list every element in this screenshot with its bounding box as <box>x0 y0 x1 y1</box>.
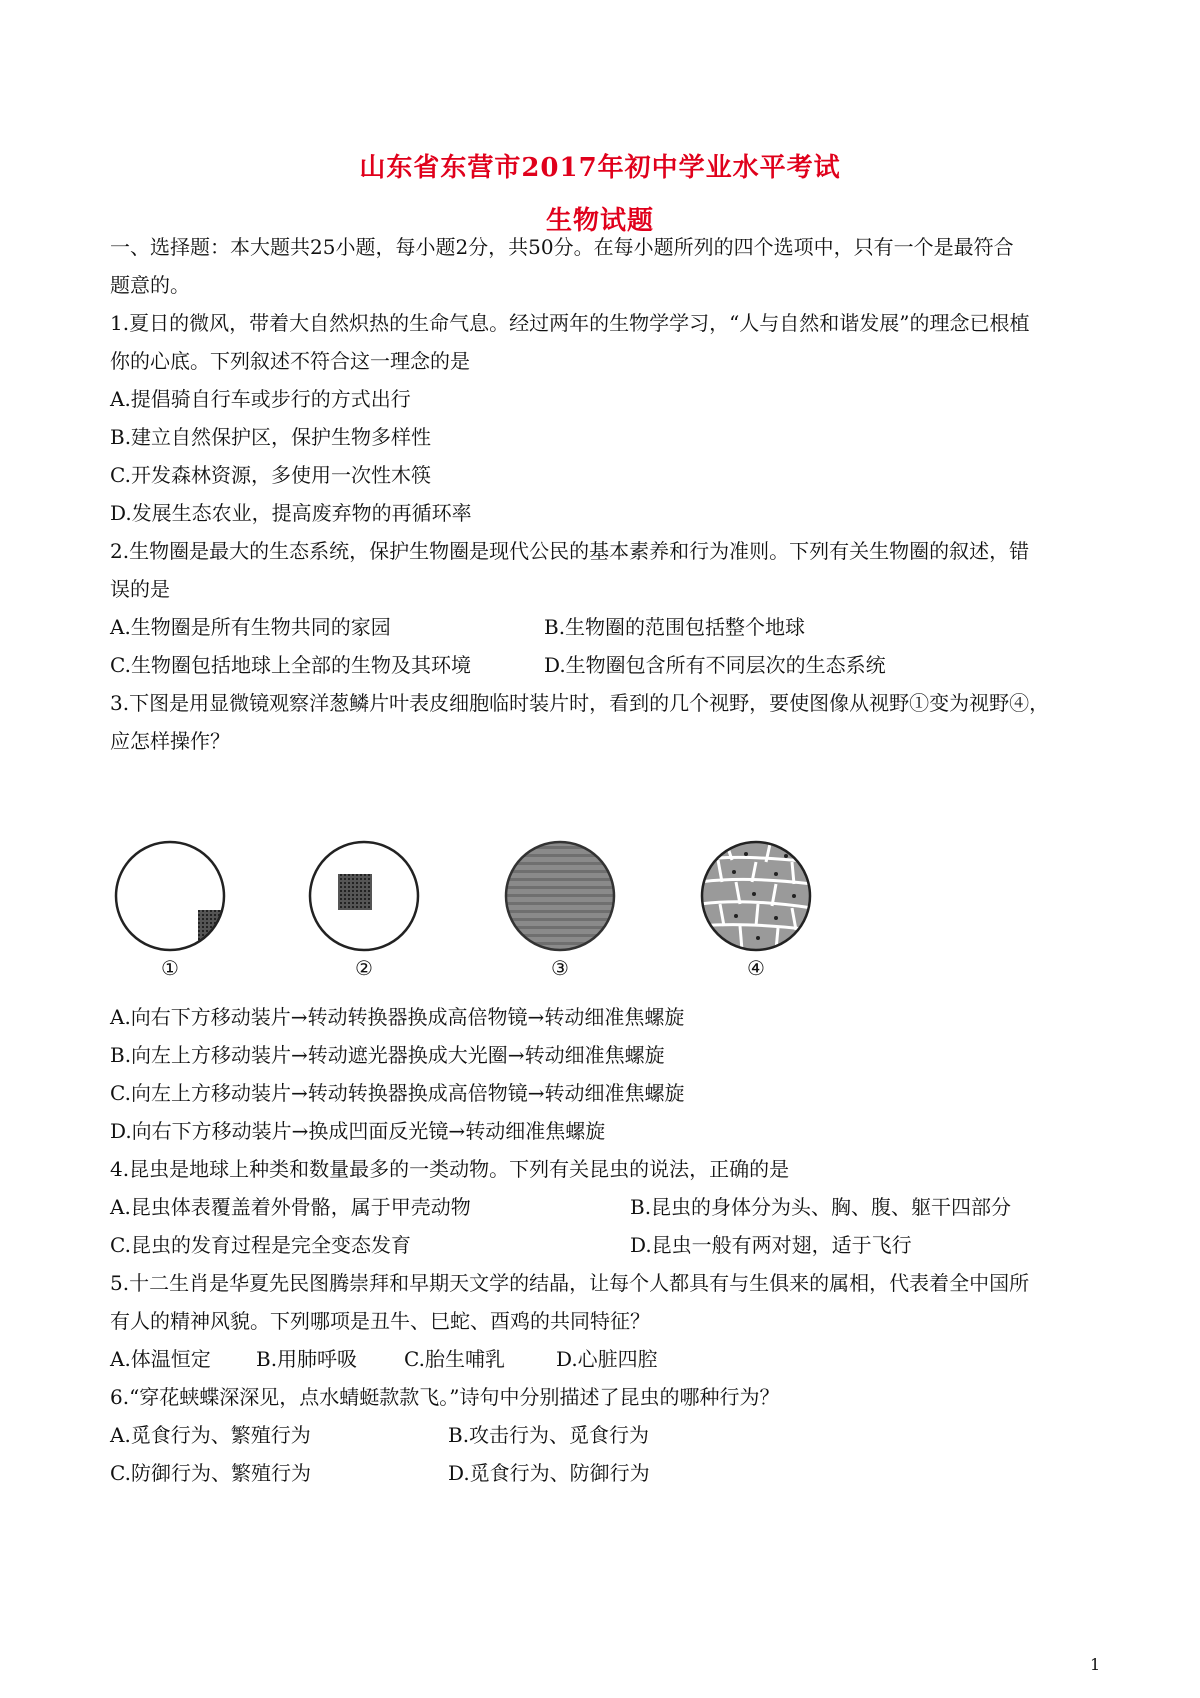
field-4-image <box>696 838 816 958</box>
q5-option-a: A.体温恒定 <box>110 1347 211 1371</box>
q6-option-c: C.防御行为、繁殖行为 <box>110 1461 311 1485</box>
q1-option-b: B.建立自然保护区，保护生物多样性 <box>110 425 432 449</box>
q2-option-c: C.生物圈包括地球上全部的生物及其环境 <box>110 653 471 677</box>
q5-option-c: C.胎生哺乳 <box>404 1347 505 1371</box>
q1-option-c: C.开发森林资源，多使用一次性木筷 <box>110 463 431 487</box>
q3-option-b: B.向左上方移动装片→转动遮光器换成大光圈→转动细准焦螺旋 <box>110 1043 665 1067</box>
q4-option-a: A.昆虫体表覆盖着外骨骼，属于甲壳动物 <box>110 1195 471 1219</box>
q4-option-b: B.昆虫的身体分为头、胸、腹、躯干四部分 <box>630 1195 1012 1219</box>
field-2-image <box>304 838 424 958</box>
field-3-image <box>500 838 620 958</box>
q2-option-d: D.生物圈包含所有不同层次的生态系统 <box>544 653 886 677</box>
page-number: 1 <box>1090 1655 1101 1674</box>
field-1-image <box>110 838 230 958</box>
q4-option-d: D.昆虫一般有两对翅，适于飞行 <box>630 1233 912 1257</box>
field-4-label: ④ <box>747 956 765 980</box>
q5-option-d: D.心脏四腔 <box>556 1347 658 1371</box>
q3-stem: 3.下图是用显微镜观察洋葱鳞片叶表皮细胞临时装片时，看到的几个视野，要使图像从视野①变为视野④， <box>110 691 1050 715</box>
q1-stem-cont: 你的心底。下列叙述不符合这一理念的是 <box>110 349 470 373</box>
field-2-label: ② <box>355 956 373 980</box>
q5-stem: 5.十二生肖是华夏先民图腾崇拜和早期天文学的结晶，让每个人都具有与生俱来的属相，代表着全中国所 <box>110 1271 1030 1295</box>
q6-option-b: B.攻击行为、觅食行为 <box>448 1423 650 1447</box>
q2-stem: 2.生物圈是最大的生态系统，保护生物圈是现代公民的基本素养和行为准则。下列有关生物圈的叙述，错 <box>110 539 1030 563</box>
microscope-field-4 <box>696 838 816 988</box>
q1-option-d: D.发展生态农业，提高废弃物的再循环率 <box>110 501 472 525</box>
q3-option-c: C.向左上方移动装片→转动转换器换成高倍物镜→转动细准焦螺旋 <box>110 1081 685 1105</box>
microscope-field-1 <box>110 838 230 988</box>
q2-option-b: B.生物圈的范围包括整个地球 <box>544 615 806 639</box>
section-instruction-cont: 题意的。 <box>110 273 190 297</box>
q3-option-d: D.向右下方移动装片→换成凹面反光镜→转动细准焦螺旋 <box>110 1119 606 1143</box>
section-instruction: 一、选择题：本大题共25小题，每小题2分，共50分。在每小题所列的四个选项中，只有一个是最符合 <box>110 235 1014 259</box>
q1-option-a: A.提倡骑自行车或步行的方式出行 <box>110 387 411 411</box>
q3-stem-cont: 应怎样操作？ <box>110 729 230 753</box>
q5-stem-cont: 有人的精神风貌。下列哪项是丑牛、巳蛇、酉鸡的共同特征？ <box>110 1309 650 1333</box>
q5-option-b: B.用肺呼吸 <box>256 1347 358 1371</box>
exam-title: 山东省东营市2017年初中学业水平考试 <box>359 153 841 183</box>
q4-stem: 4.昆虫是地球上种类和数量最多的一类动物。下列有关昆虫的说法，正确的是 <box>110 1157 790 1181</box>
q1-stem: 1.夏日的微风，带着大自然炽热的生命气息。经过两年的生物学学习，“人与自然和谐发展”的理念已根植 <box>110 311 1030 335</box>
q3-option-a: A.向右下方移动装片→转动转换器换成高倍物镜→转动细准焦螺旋 <box>110 1005 685 1029</box>
field-3-label: ③ <box>551 956 569 980</box>
field-1-label: ① <box>161 956 179 980</box>
q6-stem: 6.“穿花蛱蝶深深见，点水蜻蜓款款飞。”诗句中分别描述了昆虫的哪种行为？ <box>110 1385 780 1409</box>
microscope-field-2 <box>304 838 424 988</box>
exam-subtitle: 生物试题 <box>545 206 654 236</box>
q2-stem-cont: 误的是 <box>110 577 170 601</box>
microscope-field-3 <box>500 838 620 988</box>
q6-option-a: A.觅食行为、繁殖行为 <box>110 1423 311 1447</box>
q6-option-d: D.觅食行为、防御行为 <box>448 1461 650 1485</box>
microscope-figures <box>110 838 910 988</box>
q2-option-a: A.生物圈是所有生物共同的家园 <box>110 615 391 639</box>
q4-option-c: C.昆虫的发育过程是完全变态发育 <box>110 1233 411 1257</box>
